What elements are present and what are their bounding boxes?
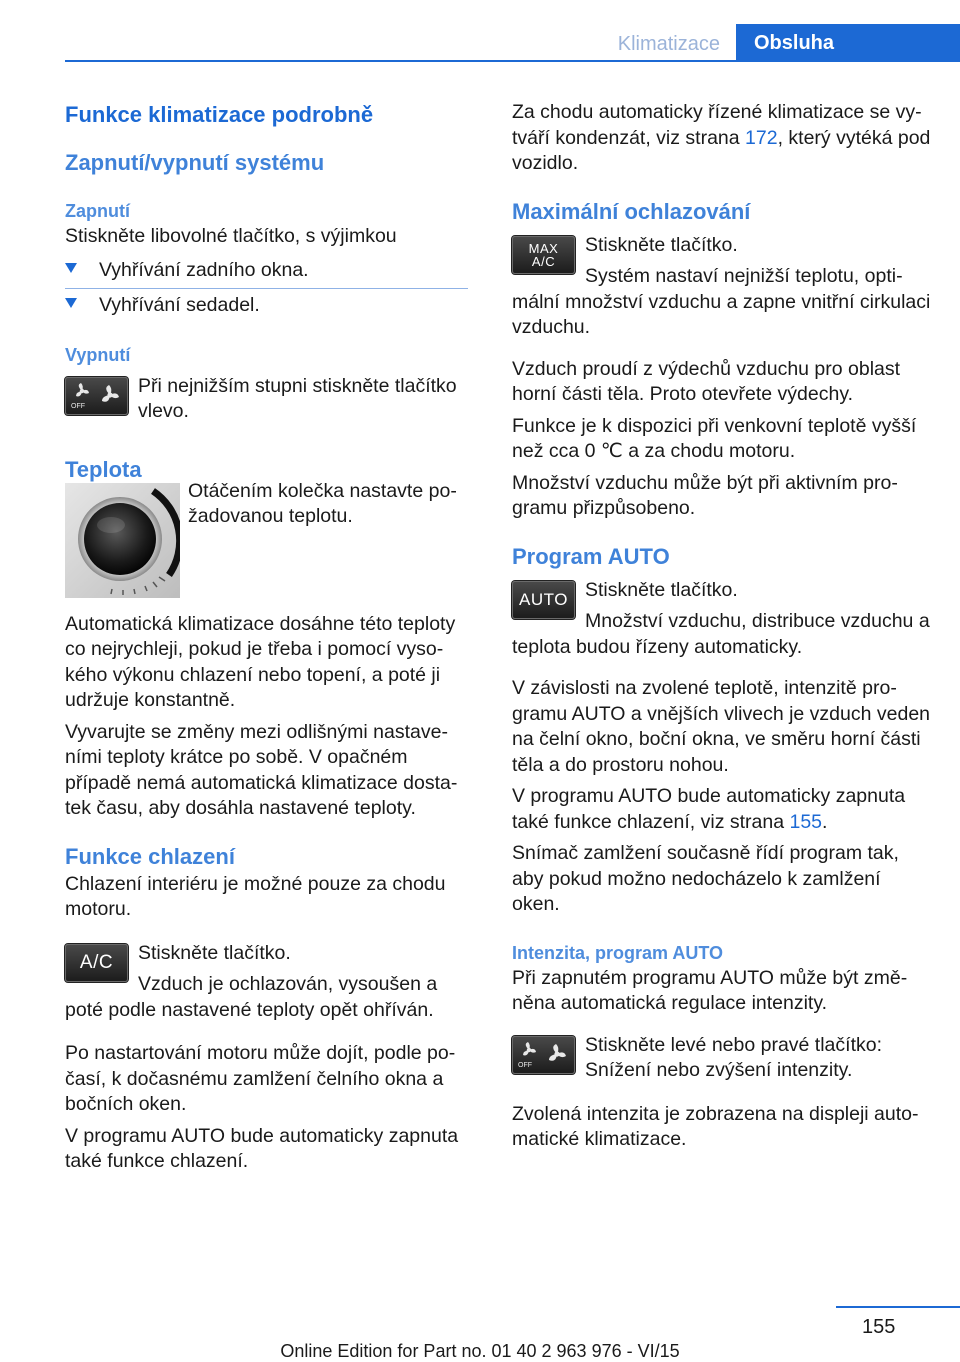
max-description: Systém nastaví nejnižší teplotu, optimální množství vzduchu a zapne vnitřní cirkulaci vzduchu. (512, 265, 931, 338)
condensate-text: Za chodu automaticky řízené klimatizace se vytváří kondenzát, viz strana 172, který vytéká pod vozidlo. (512, 101, 931, 174)
intensity-text: Při zapnutém programu AUTO může být změněna automatická regulace intenzity. (512, 966, 908, 1014)
ac-button: A/C (65, 944, 128, 982)
max-paragraph-1: Vzduch proudí z výdechů vzduchu pro oblast horní části těla. Proto otevřete výdechy. (512, 357, 901, 405)
temperature-knob-image (65, 483, 180, 598)
svg-text:OFF: OFF (518, 1061, 532, 1069)
max-cooling-heading: Maximální ochlazování (512, 198, 751, 224)
temperature-heading: Teplota (65, 456, 142, 482)
auto-paragraph-3: Snímač zamlžení současně řídí program tak, aby pokud možno nedocházelo k zamlžení oken. (512, 842, 899, 915)
page-link-155[interactable]: 155 (789, 810, 823, 833)
fan-intensity-button (65, 377, 128, 415)
page-link-172[interactable]: 172 (745, 126, 778, 149)
max-ac-button: MAX A/C (512, 236, 575, 274)
off-heading: Vypnutí (65, 344, 131, 365)
page-number: 155 (862, 1316, 896, 1338)
bullet-triangle-icon (65, 263, 77, 273)
intensity-heading: Intenzita, program AUTO (512, 942, 724, 963)
cooling-description: Vzduch je ochlazován, vysoušen a poté podle nastavené teploty opět ohříván. (65, 973, 438, 1021)
intensity-press-text: Stiskněte levé nebo pravé tlačítko: (585, 1033, 883, 1056)
temperature-text: Otáčením kolečka nastavte požadovanou teplotu. (188, 479, 457, 527)
cooling-text: Chlazení interiéru je možné pouze za chodu motoru. (65, 872, 446, 920)
edition-footer: Online Edition for Part no. 01 40 2 963 976 - VI/15 (280, 1341, 680, 1361)
auto-press-text: Stiskněte tlačítko. (585, 578, 738, 601)
fan-intensity-button (512, 1036, 575, 1074)
on-text: Stiskněte libovolné tlačítko, s výjimkou (65, 225, 397, 247)
list-item: Vyhřívání zadního okna. (65, 254, 468, 289)
header-rule (65, 60, 960, 62)
cooling-paragraph-2: V programu AUTO bude automaticky zapnuta také funkce chlazení. (65, 1124, 459, 1172)
bullet-triangle-icon (65, 298, 77, 308)
on-heading: Zapnutí (65, 201, 130, 221)
auto-paragraph-2: V programu AUTO bude automaticky zapnuta také funkce chlazení, viz strana 155. (512, 785, 906, 833)
off-text: Při nejnižším stupni stiskněte tlačítko vlevo. (138, 374, 457, 422)
intensity-description: Snížení nebo zvýšení intenzity. (585, 1059, 853, 1081)
right-column (512, 100, 932, 1153)
auto-description: Množství vzduchu, distribuce vzduchu a teplota budou řízeny automaticky. (512, 610, 930, 658)
svg-text:OFF: OFF (71, 402, 85, 410)
header-chapter-tab[interactable]: Obsluha (736, 24, 960, 62)
intensity-paragraph-1: Zvolená intenzita je zobrazena na displeji automatické klimatizace. (512, 1102, 919, 1150)
max-paragraph-2: Funkce je k dispozici při venkovní teplotě vyšší než cca 0 ℃ a za chodu motoru. (512, 414, 917, 462)
cooling-heading: Funkce chlazení (65, 843, 235, 869)
auto-button: AUTO (512, 581, 575, 619)
max-press-text: Stiskněte tlačítko. (585, 233, 738, 256)
auto-paragraph-1: V závislosti na zvolené teplotě, intenzitě programu AUTO a vnějších vlivech je vzduch veden na čelní okno, boční okna, ve směru horní části těla a do prostoru nohou. (512, 677, 931, 776)
auto-program-heading: Program AUTO (512, 543, 670, 569)
cooling-paragraph-1: Po nastartování motoru může dojít, podle počasí, k dočasnému zamlžení čelního okna a bočních oken. (65, 1042, 456, 1115)
system-heading: Zapnutí/vypnutí systému (65, 150, 325, 175)
left-column (65, 100, 468, 1175)
temperature-paragraph-1: Automatická klimatizace dosáhne této teploty co nejrychleji, pokud je třeba i pomocí vysokého výkonu chlazení nebo topení, a poté ji udržuje konstantně. (65, 612, 456, 711)
header-section-title: Klimatizace (617, 33, 720, 55)
temperature-paragraph-2: Vyvarujte se změny mezi odlišnými nastaveními teploty krátce po sobě. V opačném případě nemá automatická klimatizace dostatek času, aby dosáhla nastavené teploty. (65, 720, 458, 819)
page-title: Funkce klimatizace podrobně (65, 102, 374, 127)
cooling-press-text: Stiskněte tlačítko. (138, 941, 291, 964)
fan-icon (512, 1036, 575, 1074)
max-paragraph-3: Množství vzduchu může být při aktivním programu přizpůsobeno. (512, 471, 898, 519)
rotary-knob-icon (65, 483, 180, 598)
list-item: Vyhřívání sedadel. (65, 288, 468, 324)
footer-rule (836, 1306, 960, 1308)
exception-list (65, 254, 468, 324)
fan-icon (65, 377, 128, 415)
